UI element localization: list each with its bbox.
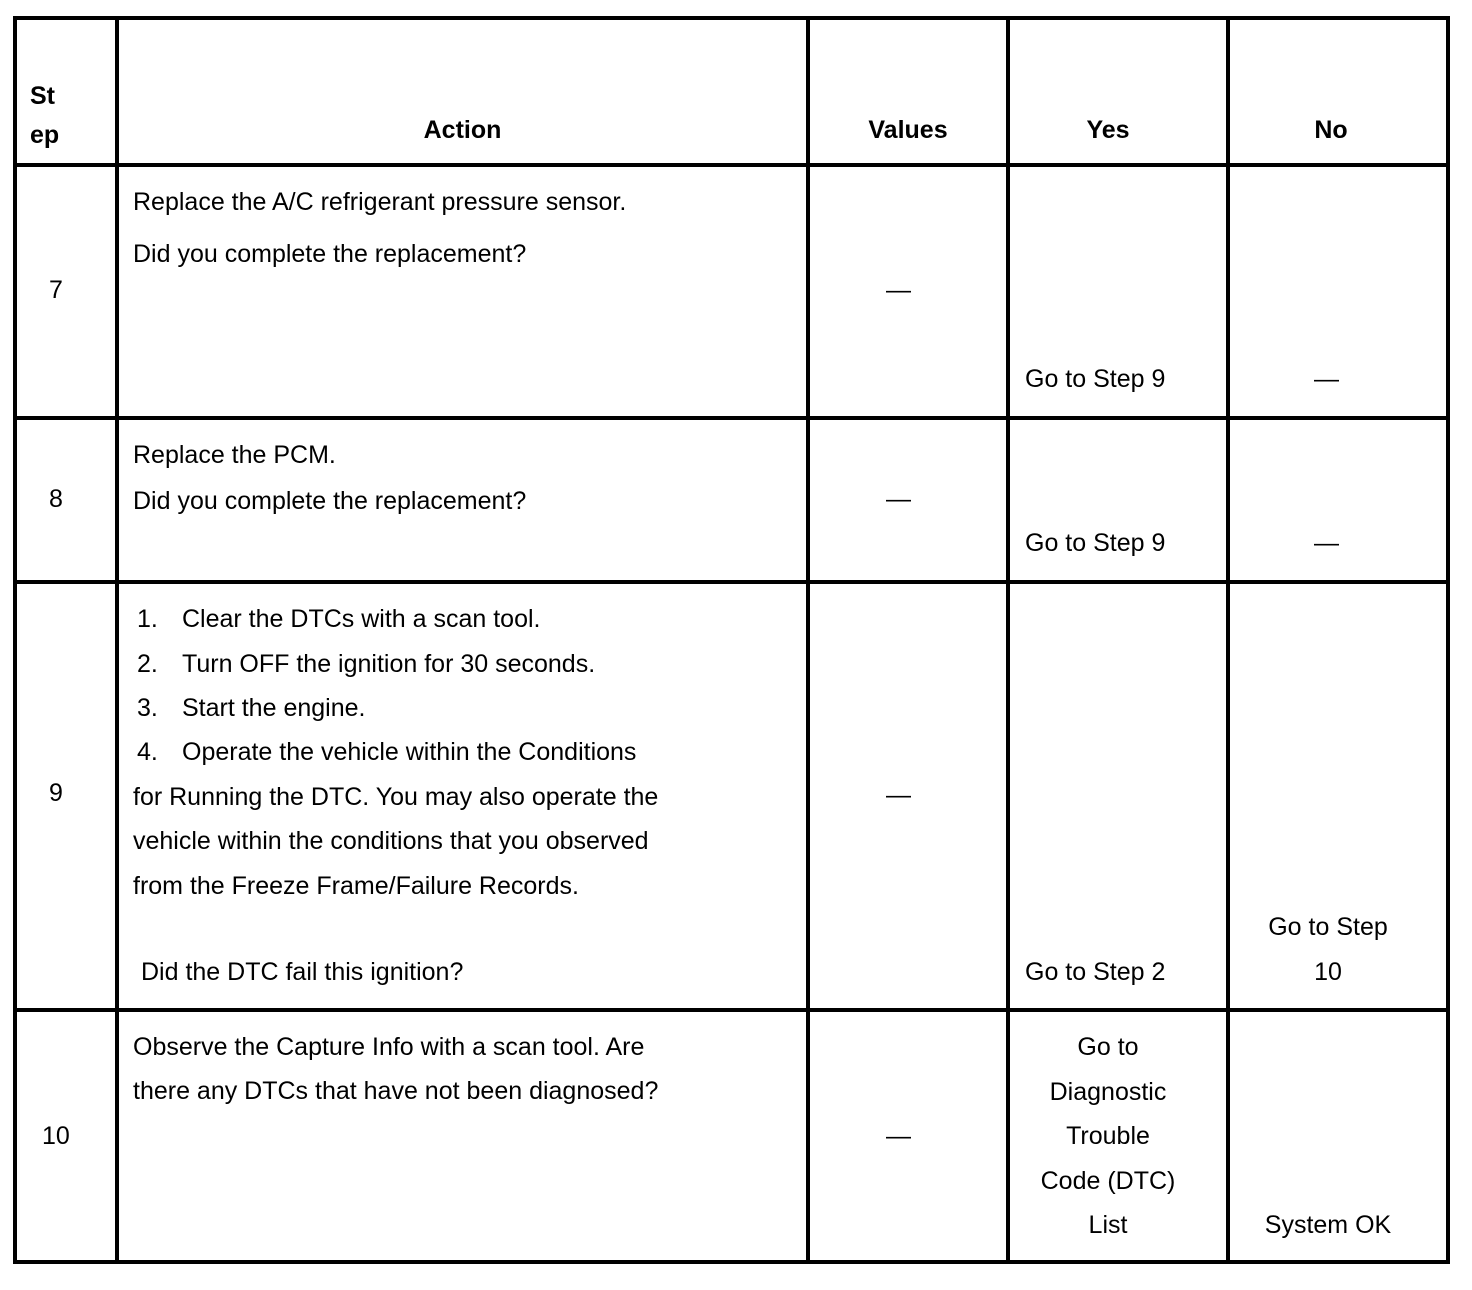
action-text: Did you complete the replacement? bbox=[133, 487, 527, 515]
column-divider bbox=[115, 16, 119, 1264]
values-cell: — bbox=[886, 781, 911, 809]
no-cell: — bbox=[1314, 365, 1339, 393]
list-number: 1. bbox=[137, 605, 158, 633]
step-number: 7 bbox=[49, 276, 63, 304]
values-cell: — bbox=[886, 485, 911, 513]
no-cell: System OK bbox=[1264, 1211, 1392, 1239]
no-cell: — bbox=[1314, 529, 1339, 557]
yes-cell: Go to Step 9 bbox=[1025, 529, 1166, 557]
action-text: Observe the Capture Info with a scan tool. Are bbox=[133, 1033, 645, 1061]
yes-cell-line: Code (DTC) bbox=[1040, 1166, 1176, 1195]
table-border-bottom bbox=[13, 1260, 1450, 1264]
yes-cell: Go to Step 2 bbox=[1025, 958, 1166, 986]
no-cell-line: 10 bbox=[1314, 958, 1342, 986]
step-number: 8 bbox=[49, 485, 63, 513]
list-number: 4. bbox=[137, 738, 158, 766]
header-step bbox=[30, 77, 59, 155]
no-cell bbox=[1230, 905, 1426, 995]
list-number: 3. bbox=[137, 694, 158, 722]
header-step-line2: ep bbox=[30, 121, 60, 149]
list-item bbox=[135, 686, 365, 731]
action-text: from the Freeze Frame/Failure Records. bbox=[133, 872, 579, 900]
action-text: for Running the DTC. You may also operate the bbox=[133, 783, 659, 811]
yes-cell-line: Go to bbox=[1077, 1033, 1139, 1061]
list-text: Clear the DTCs with a scan tool. bbox=[182, 605, 541, 633]
yes-cell-line: Diagnostic bbox=[1049, 1077, 1167, 1106]
step-number: 9 bbox=[49, 779, 63, 807]
yes-cell-line: Trouble bbox=[1066, 1122, 1150, 1150]
header-values: Values bbox=[868, 116, 948, 144]
header-divider bbox=[13, 163, 1450, 167]
header-yes: Yes bbox=[1086, 116, 1130, 144]
list-number: 2. bbox=[137, 650, 158, 678]
row-divider bbox=[13, 580, 1450, 584]
values-cell: — bbox=[886, 1122, 911, 1150]
action-text: Did you complete the replacement? bbox=[133, 240, 527, 268]
list-item bbox=[135, 597, 540, 642]
yes-cell: Go to Step 9 bbox=[1025, 365, 1166, 393]
column-divider bbox=[1226, 16, 1230, 1264]
action-text: Replace the PCM. bbox=[133, 441, 336, 469]
row-divider bbox=[13, 416, 1450, 420]
list-text: Operate the vehicle within the Conditions bbox=[182, 738, 637, 766]
action-text: Replace the A/C refrigerant pressure sensor. bbox=[133, 188, 627, 216]
table-border-left bbox=[13, 16, 17, 1264]
yes-cell bbox=[1010, 1025, 1206, 1248]
table-border-right bbox=[1446, 16, 1450, 1264]
header-no: No bbox=[1314, 116, 1348, 144]
list-text: Turn OFF the ignition for 30 seconds. bbox=[182, 650, 596, 678]
action-question: Did the DTC fail this ignition? bbox=[141, 958, 464, 986]
header-step-line1: St bbox=[30, 82, 55, 110]
column-divider bbox=[806, 16, 810, 1264]
row-divider bbox=[13, 1008, 1450, 1012]
table-border-top bbox=[13, 16, 1450, 20]
yes-cell-line: List bbox=[1088, 1211, 1128, 1239]
action-text: vehicle within the conditions that you observed bbox=[133, 827, 649, 855]
step-number: 10 bbox=[42, 1122, 70, 1150]
list-text: Start the engine. bbox=[182, 694, 366, 722]
header-action: Action bbox=[423, 116, 502, 144]
list-item bbox=[135, 642, 595, 687]
no-cell-line: Go to Step bbox=[1268, 913, 1388, 941]
action-text: there any DTCs that have not been diagnosed? bbox=[133, 1077, 659, 1105]
values-cell: — bbox=[886, 276, 911, 304]
list-item bbox=[135, 730, 636, 775]
